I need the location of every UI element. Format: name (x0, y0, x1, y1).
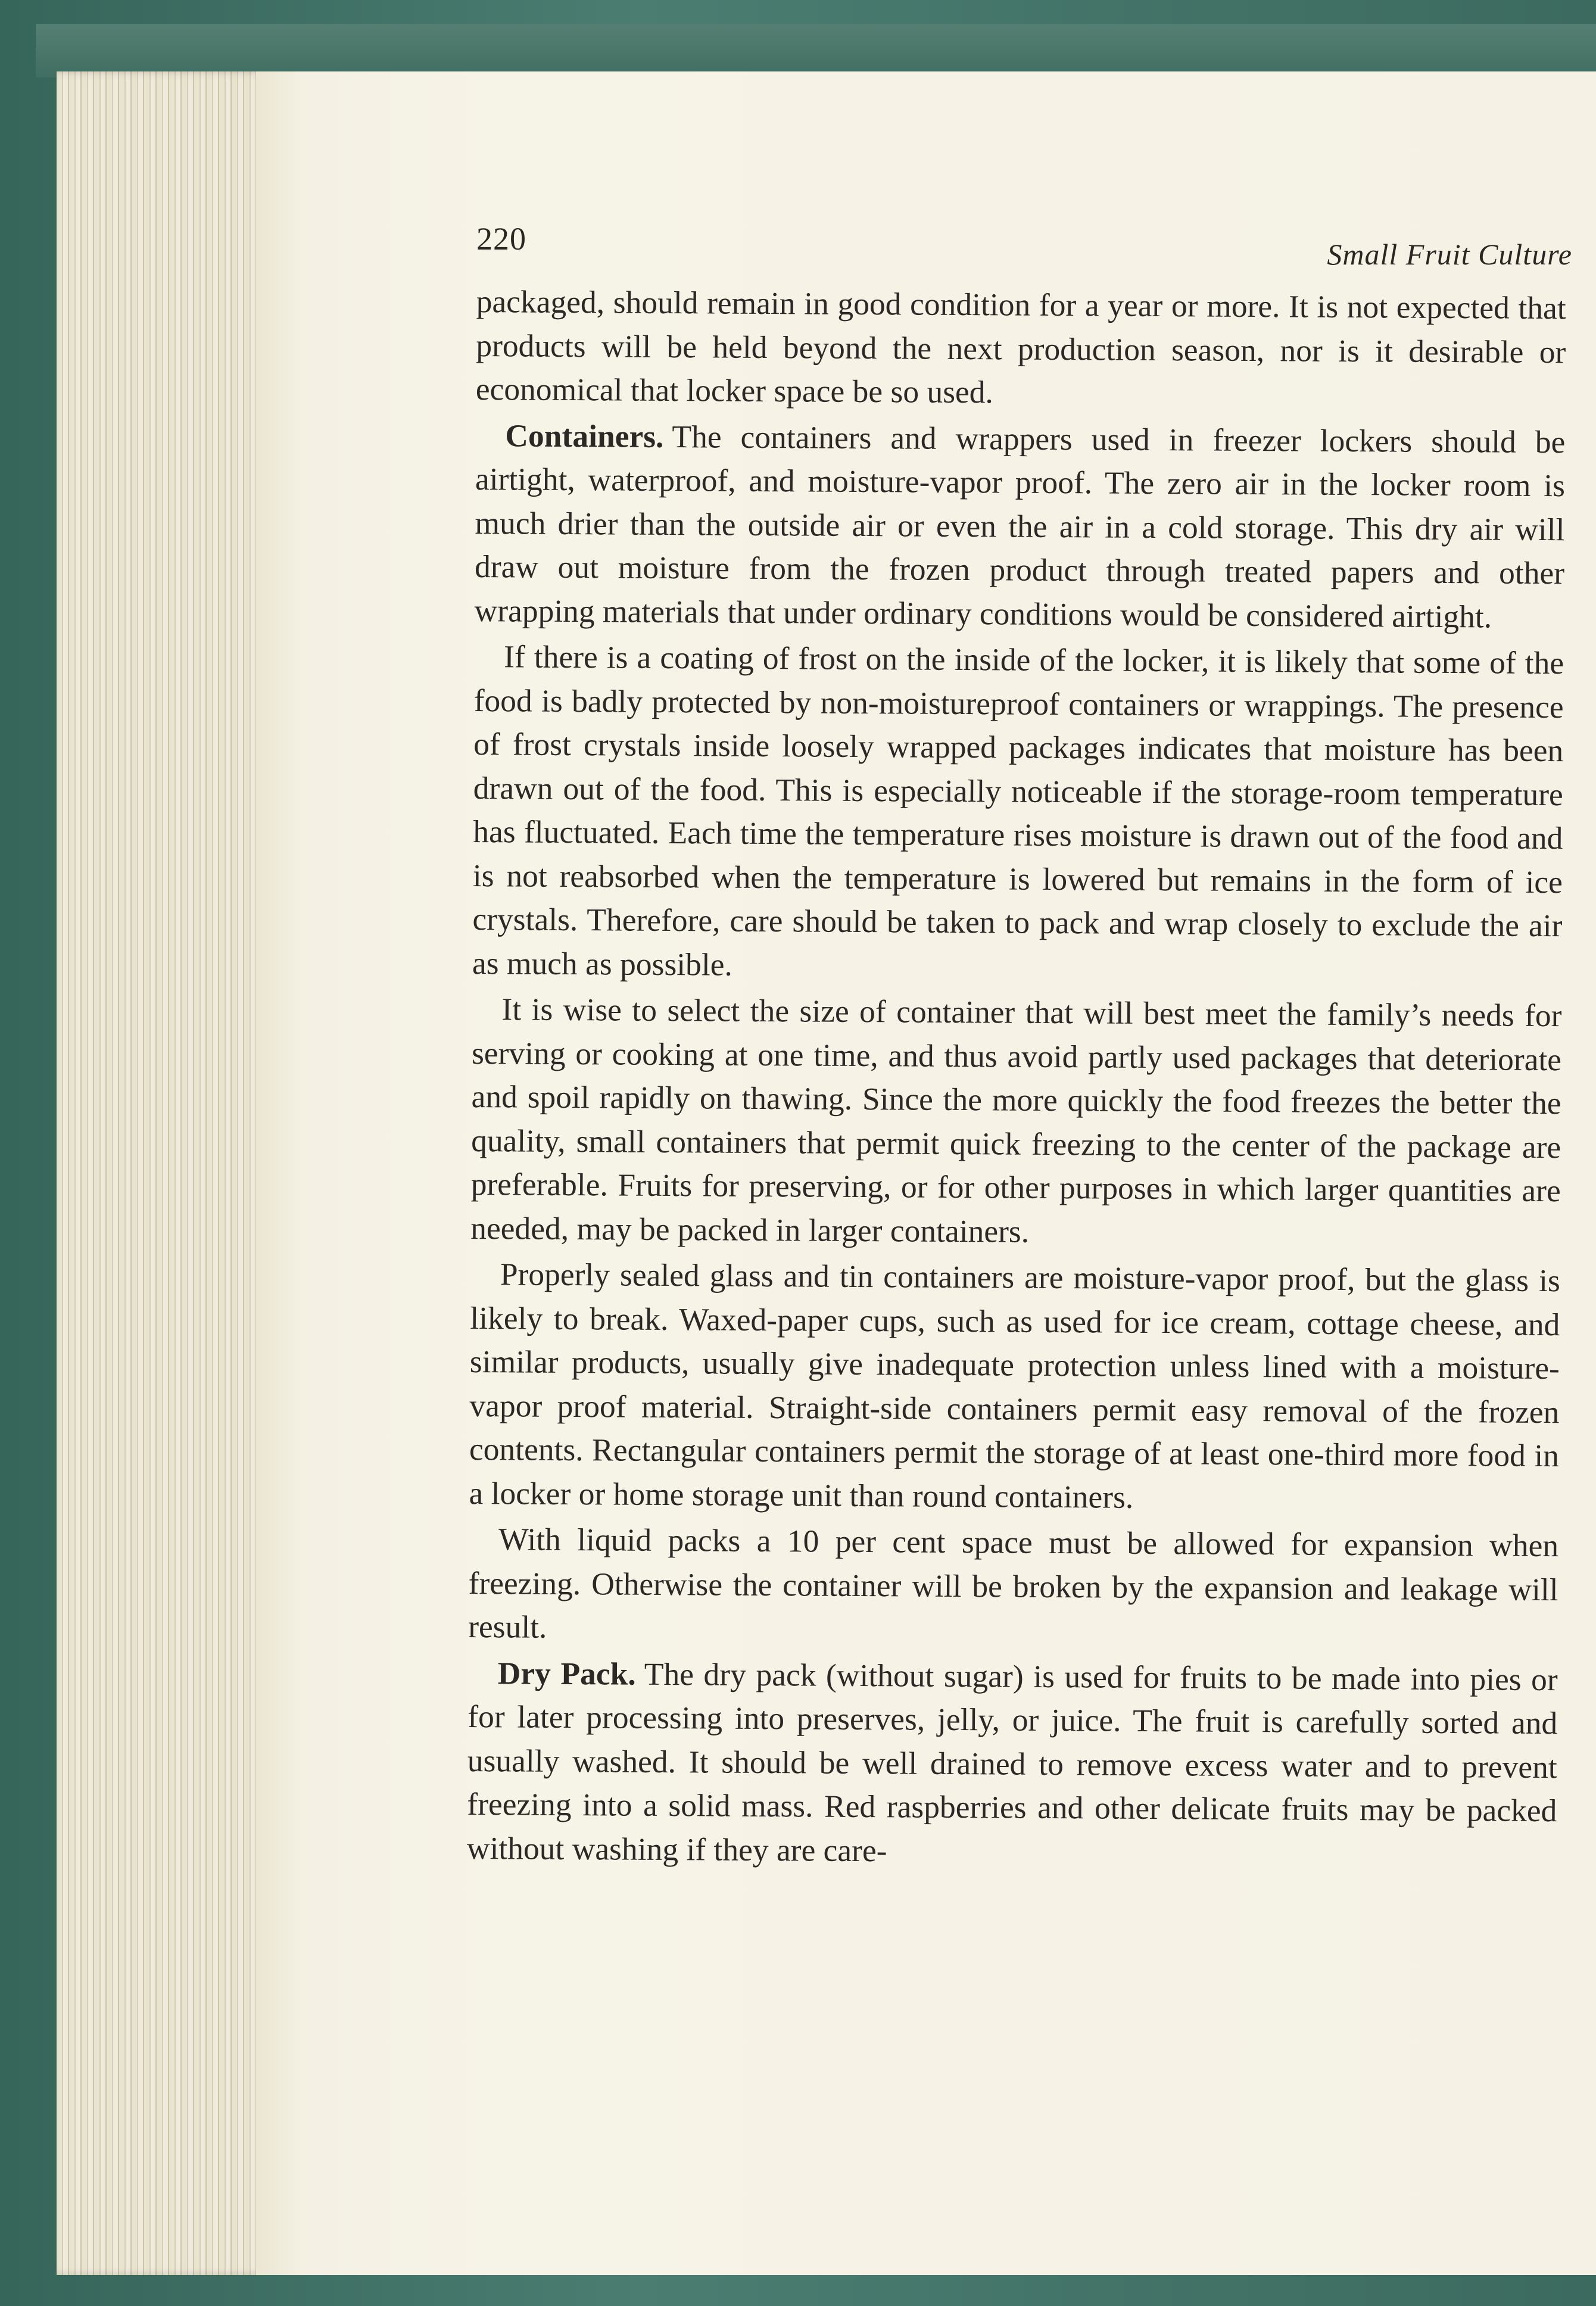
book-cover-top-edge (36, 24, 1596, 77)
body-text (467, 280, 1566, 1877)
page-header (476, 220, 1572, 274)
run-in-heading: Containers. (505, 417, 664, 454)
paragraph-dry-pack (467, 1651, 1558, 1877)
paragraph-containers (474, 413, 1565, 639)
paragraph-text: The dry pack (without sugar) is used for fruits to be made into pies or for later processing into preserves, jelly, or juice. The fruit is carefully sorted and usually washed. It should be well drained to remove excess water and to prevent freezing into a solid mass. Red raspberries and other delicate fruits may be packed without washing if they are care- (466, 1656, 1558, 1868)
running-title: Small Fruit Culture (1327, 238, 1572, 271)
paragraph-text: packaged, should remain in good condition for a year or more. It is not expected that products will be held beyond the next production season, nor is it desirable or economical that locker space be so used. (475, 283, 1566, 410)
paragraph-glass-tin (469, 1252, 1560, 1522)
paragraph-continuation (476, 280, 1566, 418)
page-stack-edges (57, 71, 271, 2275)
paragraph-liquid-packs (468, 1517, 1558, 1656)
paragraph-container-size (470, 987, 1562, 1257)
paragraph-text: It is wise to select the size of container that will best meet the family’s needs for serving or cooking at one time, and thus avoid partly used packages that deteriorate and spoil rapidly on thawing. Since the more quickly the food freezes the better the quality, small containers that permit quick freezing to the center of the package are preferable. Fruits for preserving, or for other purposes in which larger quantities are needed, may be packed in larger containers. (470, 991, 1562, 1249)
paragraph-frost (472, 635, 1564, 992)
paragraph-text: If there is a coating of frost on the inside of the locker, it is likely that some of the food is badly protected by non-moistureproof containers or wrappings. The presence of frost crystals inside loosely wrapped packages indicates that moisture has been drawn out of the food. This is especially noticeable if the storage-room temperature has fluctuated. Each time the temperature rises moisture is drawn out of the food and is not reabsorbed when the temperature is lowered but remains in the form of ice crystals. Therefore, care should be taken to pack and wrap closely to exclude the air as much as possible. (472, 638, 1564, 983)
paragraph-text: The containers and wrappers used in freezer lockers should be airtight, waterproof, and moisture-vapor proof. The zero air in the locker room is much drier than the outside air or even the air in a cold storage. This dry air will draw out moisture from the frozen product through treated papers and other wrapping materials that under ordinary conditions would be considered airtight. (474, 418, 1566, 634)
paragraph-text: With liquid packs a 10 per cent space must be allowed for expansion when freezing. Otherwise the container will be broken by the expansion and leakage will result. (468, 1521, 1559, 1645)
paragraph-text: Properly sealed glass and tin containers are moisture-vapor proof, but the glass is likely to break. Waxed-paper cups, such as used for ice cream, cottage cheese, and similar products, usually give inadequate protection unless lined with a moisture-vapor proof material. Straight-side containers permit easy removal of the frozen contents. Rectangular containers permit the storage of at least one-third more food in a locker or home storage unit than round containers. (469, 1256, 1560, 1515)
page-number: 220 (476, 221, 526, 257)
run-in-heading: Dry Pack. (497, 1654, 636, 1692)
